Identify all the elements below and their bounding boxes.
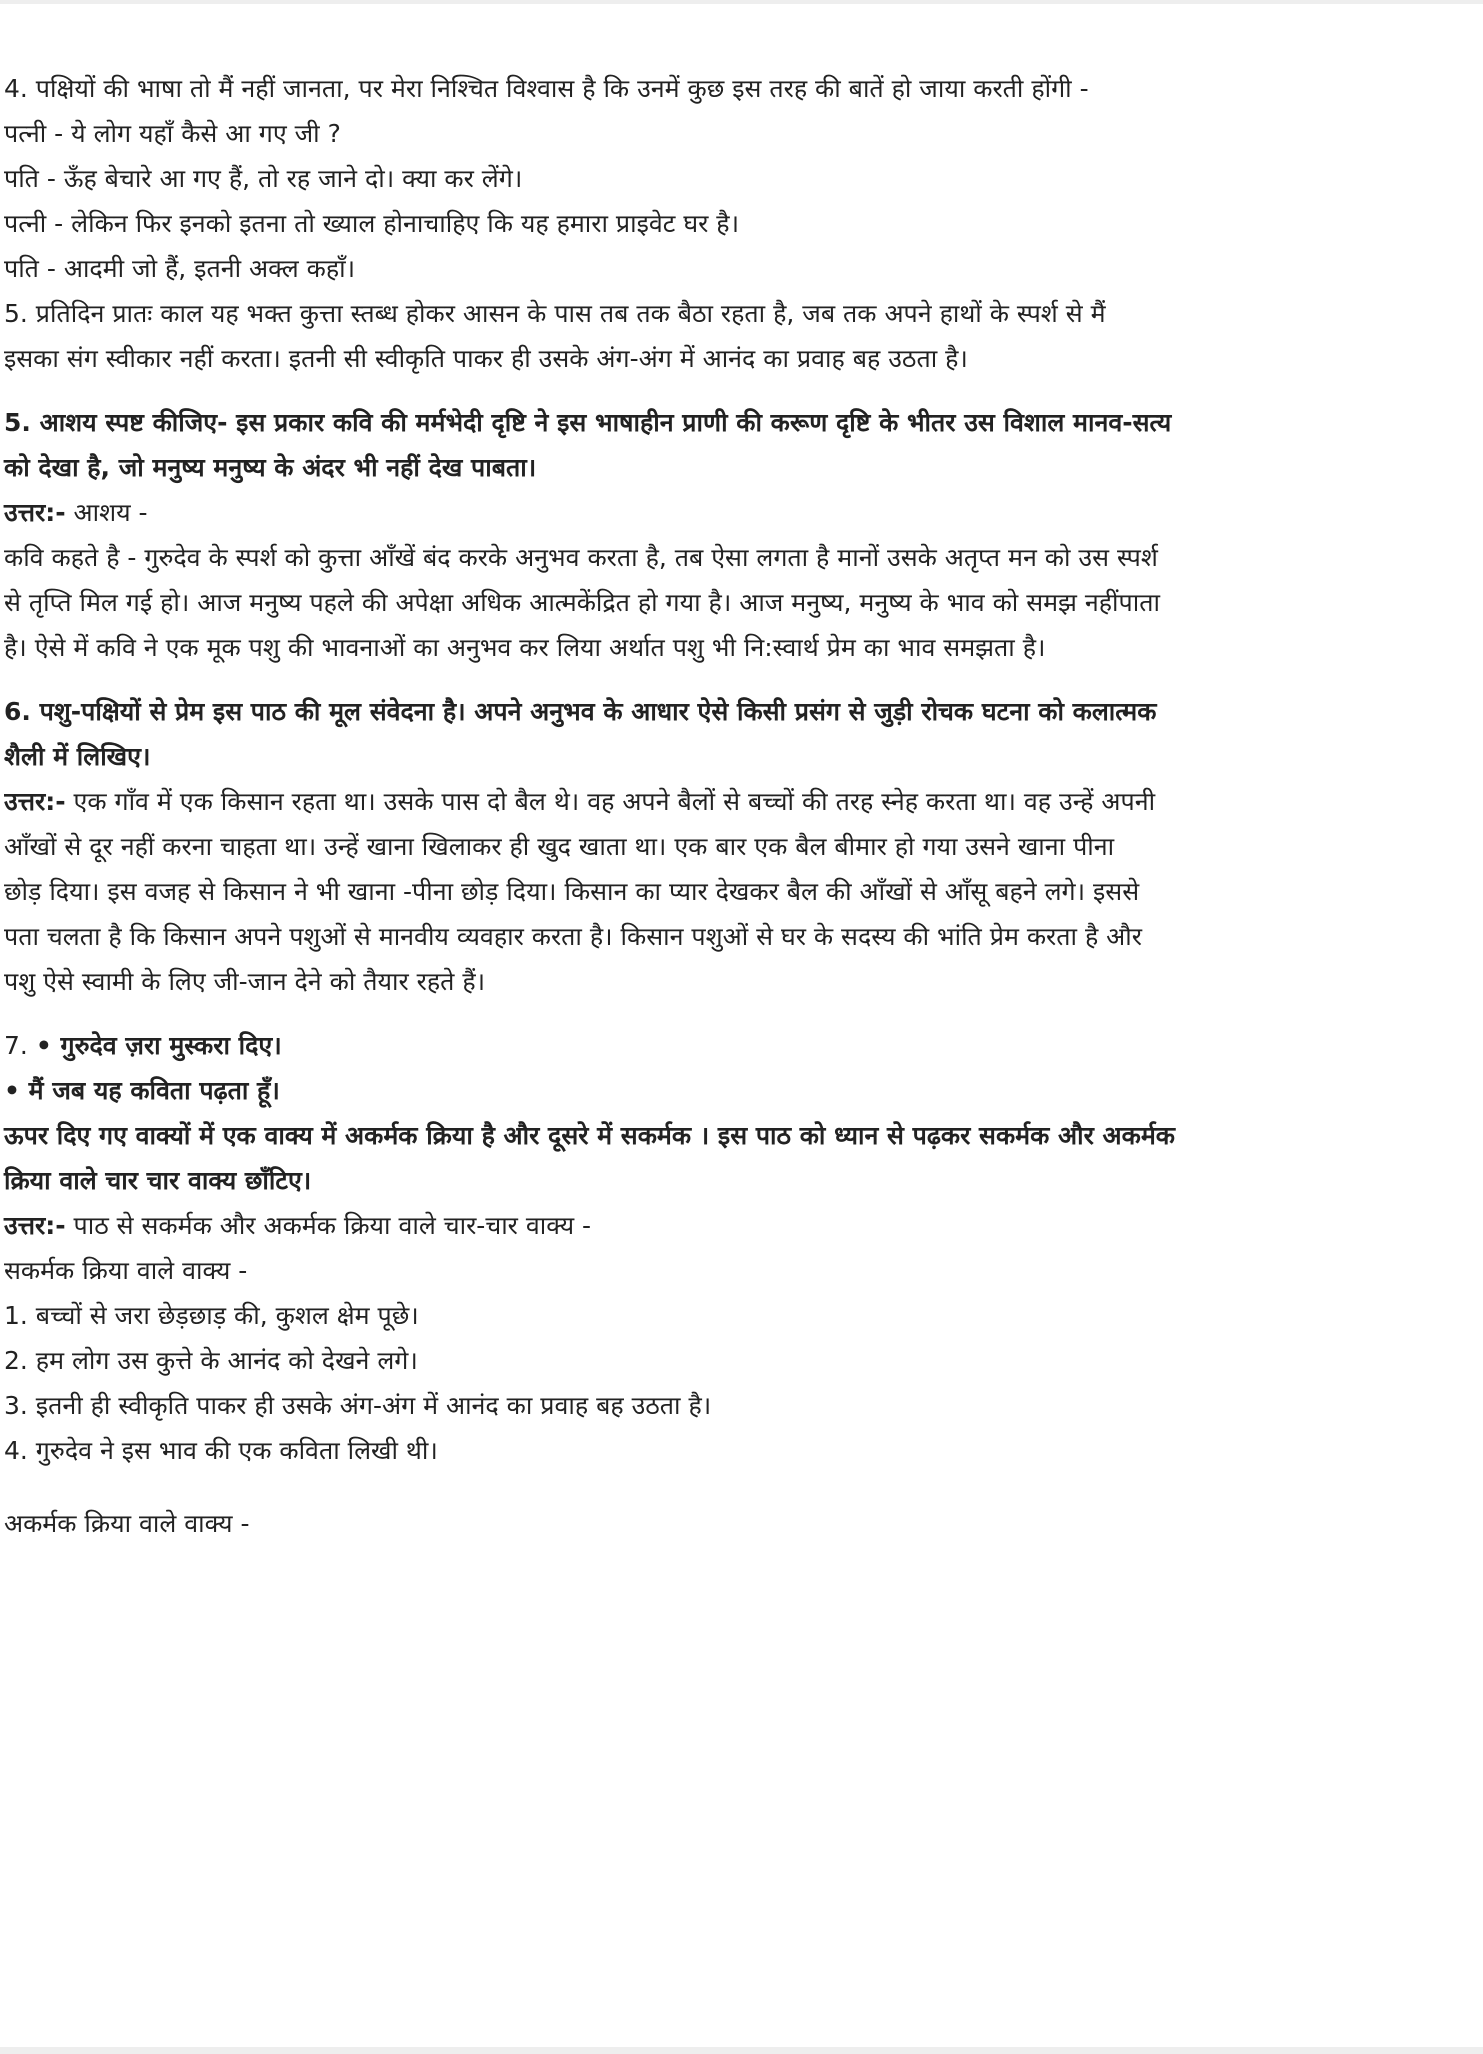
dialogue-line: पत्नी - लेकिन फिर इनको इतना तो ख्याल होनाचाहिए कि यह हमारा प्राइवेट घर है।	[4, 209, 740, 238]
text-line: इसका संग स्वीकार नहीं करता। इतनी सी स्वीकृति पाकर ही उसके अंग-अंग में आनंद का प्रवाह बह उठता है।	[4, 344, 968, 373]
answer-text: एक गाँव में एक किसान रहता था। उसके पास दो बैल थे। वह अपने बैलों से बच्चों की तरह स्नेह करता था। वह उन्हें अपनी	[65, 787, 1156, 816]
answer-text: पता चलता है कि किसान अपने पशुओं से मानवीय व्यवहार करता है। किसान पशुओं से घर के सदस्य की भांति प्रेम करता है और	[4, 922, 1142, 951]
list-item: 4. गुरुदेव ने इस भाव की एक कविता लिखी थी।	[4, 1436, 438, 1465]
spacer	[4, 1473, 1479, 1501]
question-5	[4, 400, 1479, 670]
question-text: 5. आशय स्पष्ट कीजिए- इस प्रकार कवि की मर्मभेदी दृष्टि ने इस भाषाहीन प्राणी की करूण दृष्टि के भीतर उस विशाल मानव-सत्य	[4, 408, 1172, 437]
question-text: शैली में लिखिए।	[4, 742, 151, 771]
dialogue-line: पति - ऊँह बेचारे आ गए हैं, तो रह जाने दो। क्या कर लेंगे।	[4, 164, 523, 193]
answer-text: आँखों से दूर नहीं करना चाहता था। उन्हें खाना खिलाकर ही खुद खाता था। एक बार एक बैल बीमार हो गया उसने खाना पीना	[4, 832, 1115, 861]
answer-intro: आशय -	[65, 498, 148, 527]
answer-label: उत्तर:-	[4, 1211, 66, 1240]
transitive-heading: सकर्मक क्रिया वाले वाक्य -	[4, 1256, 248, 1285]
section-4-excerpt	[4, 66, 1479, 381]
dialogue-line: पति - आदमी जो हैं, इतनी अक्ल कहाँ।	[4, 254, 356, 283]
top-border	[0, 0, 1483, 4]
answer-label: उत्तर:-	[4, 498, 66, 527]
intransitive-heading: अकर्मक क्रिया वाले वाक्य -	[4, 1509, 250, 1538]
answer-label: उत्तर:-	[4, 787, 66, 816]
spacer	[4, 670, 1479, 689]
question-7	[4, 1023, 1479, 1546]
question-6	[4, 689, 1479, 1004]
bullet-sentence: • मैं जब यह कविता पढ़ता हूँ।	[4, 1076, 280, 1105]
answer-text: है। ऐसे में कवि ने एक मूक पशु की भावनाओं का अनुभव कर लिया अर्थात पशु भी नि:स्वार्थ प्रेम का भाव समझता है।	[4, 633, 1046, 662]
list-item: 1. बच्चों से जरा छेड़छाड़ की, कुशल क्षेम पूछे।	[4, 1301, 419, 1330]
spacer	[4, 1004, 1479, 1023]
question-bullet-line	[4, 1023, 1479, 1068]
bottom-border	[0, 2047, 1483, 2054]
answer-text: कवि कहते है - गुरुदेव के स्पर्श को कुत्ता आँखें बंद करके अनुभव करता है, तब ऐसा लगता है मानों उसके अतृप्त मन को उस स्पर्श	[4, 543, 1158, 572]
question-text: क्रिया वाले चार चार वाक्य छाँटिए।	[4, 1166, 312, 1195]
text-line: 5. प्रतिदिन प्रातः काल यह भक्त कुत्ता स्तब्ध होकर आसन के पास तब तक बैठा रहता है, जब तक अपने हाथों के स्पर्श से मैं	[4, 299, 1106, 328]
spacer	[4, 381, 1479, 400]
answer-intro: पाठ से सकर्मक और अकर्मक क्रिया वाले चार-चार वाक्य -	[65, 1211, 592, 1240]
question-text: 6. पशु-पक्षियों से प्रेम इस पाठ की मूल संवेदना है। अपने अनुभव के आधार ऐसे किसी प्रसंग से जुड़ी रोचक घटना को कलात्मक	[4, 697, 1157, 726]
question-number: 7.	[4, 1031, 36, 1060]
answer-text: से तृप्ति मिल गई हो। आज मनुष्य पहले की अपेक्षा अधिक आत्मकेंद्रित हो गया है। आज मनुष्य, मनुष्य के भाव को समझ नहींपाता	[4, 588, 1160, 617]
question-text: को देखा है, जो मनुष्य मनुष्य के अंदर भी नहीं देख पाबता।	[4, 453, 537, 482]
dialogue-line: पत्नी - ये लोग यहाँ कैसे आ गए जी ?	[4, 119, 341, 148]
question-text: ऊपर दिए गए वाक्यों में एक वाक्य में अकर्मक क्रिया है और दूसरे में सकर्मक । इस पाठ को ध्यान से पढ़कर सकर्मक और अकर्मक	[4, 1121, 1175, 1150]
list-item: 2. हम लोग उस कुत्ते के आनंद को देखने लगे।	[4, 1346, 418, 1375]
text-line: 4. पक्षियों की भाषा तो मैं नहीं जानता, पर मेरा निश्चित विश्वास है कि उनमें कुछ इस तरह की बातें हो जाया करती होंगी -	[4, 74, 1089, 103]
answer-first-line	[4, 779, 1479, 824]
bullet-sentence: • गुरुदेव ज़रा मुस्करा दिए।	[35, 1031, 282, 1060]
list-item: 3. इतनी ही स्वीकृति पाकर ही उसके अंग-अंग में आनंद का प्रवाह बह उठता है।	[4, 1391, 712, 1420]
answer-header	[4, 1203, 1479, 1248]
document-body	[4, 66, 1479, 1546]
answer-text: पशु ऐसे स्वामी के लिए जी-जान देने को तैयार रहते हैं।	[4, 967, 486, 996]
answer-header	[4, 490, 1479, 535]
answer-text: छोड़ दिया। इस वजह से किसान ने भी खाना -पीना छोड़ दिया। किसान का प्यार देखकर बैल की आँखों से आँसू बहने लगे। इससे	[4, 877, 1140, 906]
